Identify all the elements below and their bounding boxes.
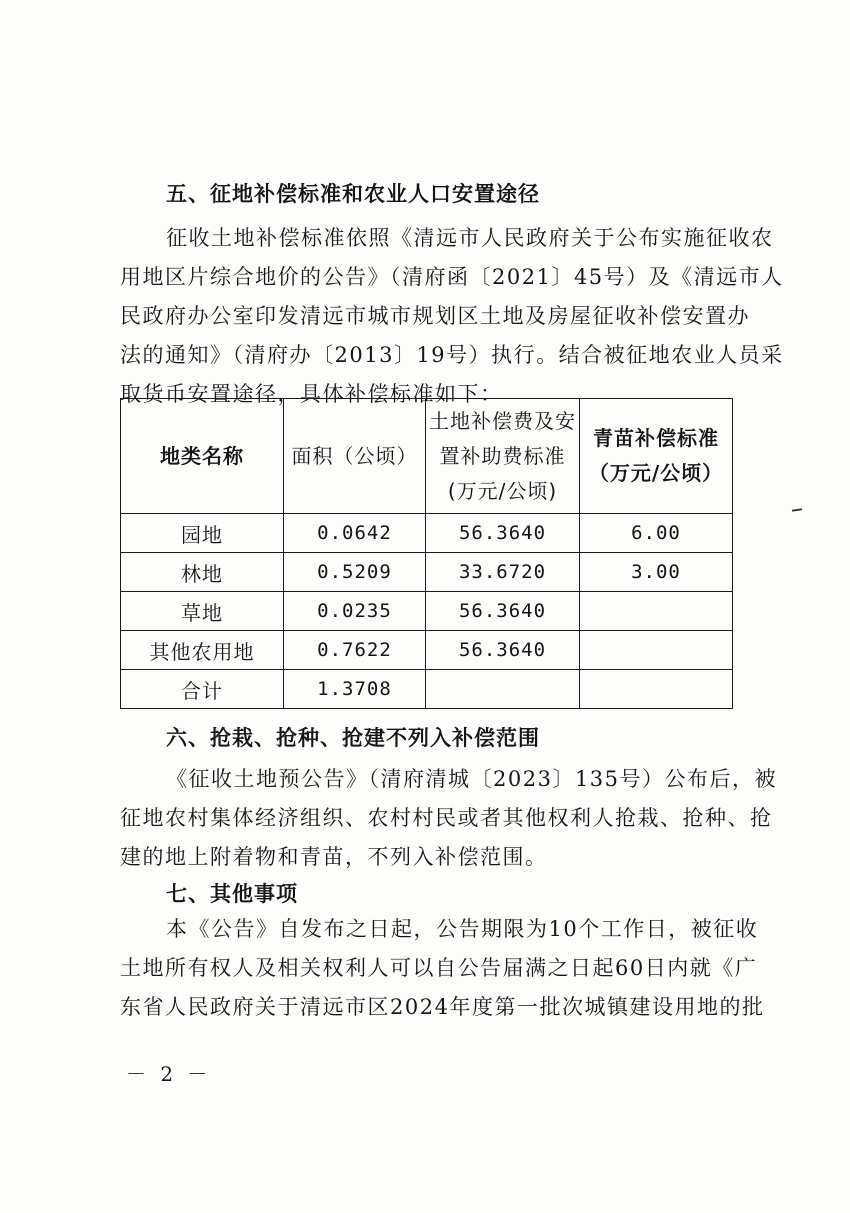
paragraph-line: 征地农村集体经济组织、农村村民或者其他权利人抢栽、抢种、抢 <box>120 806 773 830</box>
paragraph-line: 民政府办公室印发清远市城市规划区土地及房屋征收补偿安置办 <box>120 304 750 328</box>
section-7-paragraph <box>120 910 765 1027</box>
cell-area: 1.3708 <box>284 670 426 709</box>
header-area: 面积（公顷） <box>284 399 426 514</box>
cell-land-compensation: 56.3640 <box>426 592 580 631</box>
cell-area: 0.0642 <box>284 514 426 553</box>
cell-crop-compensation <box>580 592 733 631</box>
cell-land-compensation: 56.3640 <box>426 514 580 553</box>
section-5-paragraph <box>120 219 784 414</box>
scan-mark <box>792 508 802 511</box>
cell-area: 0.7622 <box>284 631 426 670</box>
table-header-row <box>121 399 733 514</box>
page-number: － 2 － <box>126 1062 212 1086</box>
paragraph-line: 征收土地补偿标准依照《清远市人民政府关于公布实施征收农 <box>166 226 774 250</box>
table-row <box>121 592 733 631</box>
table-row <box>121 631 733 670</box>
section-6-heading: 六、抢栽、抢种、抢建不列入补偿范围 <box>166 726 540 750</box>
table-row <box>121 514 733 553</box>
header-crop-compensation: 青苗补偿标准（万元/公顷） <box>580 399 733 514</box>
cell-crop-compensation <box>580 631 733 670</box>
cell-land-type: 林地 <box>121 553 284 592</box>
paragraph-line: 东省人民政府关于清远市区2024年度第一批次城镇建设用地的批 <box>120 995 765 1019</box>
cell-crop-compensation <box>580 670 733 709</box>
section-7-heading: 七、其他事项 <box>166 882 298 906</box>
table-row <box>121 553 733 592</box>
section-6-paragraph <box>120 760 778 877</box>
paragraph-line: 本《公告》自发布之日起，公告期限为10个工作日，被征收 <box>166 917 759 941</box>
paragraph-line: 用地区片综合地价的公告》（清府函〔2021〕45号）及《清远市人 <box>120 265 784 289</box>
cell-land-compensation: 33.6720 <box>426 553 580 592</box>
paragraph-line: 建的地上附着物和青苗，不列入补偿范围。 <box>120 845 548 869</box>
paragraph-line: 法的通知》（清府办〔2013〕19号）执行。结合被征地农业人员采 <box>120 343 784 367</box>
header-land-compensation: 土地补偿费及安置补助费标准(万元/公顷) <box>426 399 580 514</box>
cell-land-type: 园地 <box>121 514 284 553</box>
cell-land-compensation <box>426 670 580 709</box>
cell-land-compensation: 56.3640 <box>426 631 580 670</box>
cell-land-type: 草地 <box>121 592 284 631</box>
table-total-row <box>121 670 733 709</box>
cell-area: 0.5209 <box>284 553 426 592</box>
cell-crop-compensation: 6.00 <box>580 514 733 553</box>
cell-land-type: 合计 <box>121 670 284 709</box>
paragraph-line: 《征收土地预公告》（清府清城〔2023〕135号）公布后，被 <box>166 767 778 791</box>
paragraph-line: 土地所有权人及相关权利人可以自公告届满之日起60日内就《广 <box>120 956 758 980</box>
cell-area: 0.0235 <box>284 592 426 631</box>
cell-land-type: 其他农用地 <box>121 631 284 670</box>
header-land-type: 地类名称 <box>121 399 284 514</box>
cell-crop-compensation: 3.00 <box>580 553 733 592</box>
compensation-table <box>120 398 733 709</box>
paragraph-line: 取货币安置途径，具体补偿标准如下： <box>120 382 503 406</box>
section-5-heading: 五、征地补偿标准和农业人口安置途径 <box>166 182 540 206</box>
